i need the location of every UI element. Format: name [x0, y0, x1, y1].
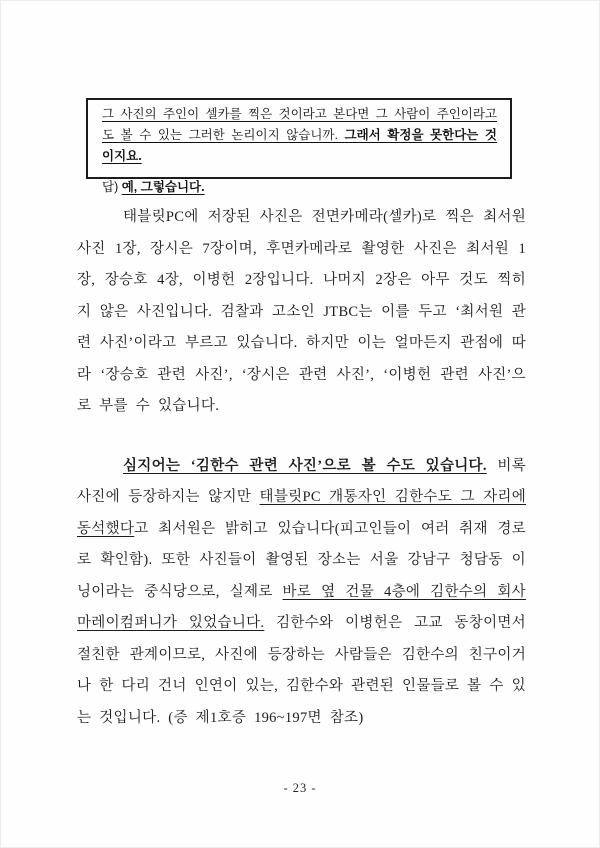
quote-question [102, 104, 497, 167]
text-run: 예, 그렇습니다. [121, 180, 205, 194]
text-run: 태블릿PC 개통자인 김한수도 그 자리에 동석했다 [77, 489, 527, 537]
text-run: 김한수와 이병헌은 고교 동창이면서 절친한 관계이므로, 사진에 등장하는 사람들은 김한수의 친구이거나 한 다리 건너 인연이 있는, 김한수와 관련된 인물들로 볼 수 있는 것입니다. (증 제1호증 196~197면 참조) [77, 615, 526, 726]
quote-answer [102, 177, 497, 198]
paragraph-photos-description [77, 202, 526, 423]
body-text [77, 202, 526, 734]
text-run: 바로 옆 건물 4층에 김한수의 회사 마레이컴퍼니가 있었습니다. [77, 583, 526, 631]
text-run: 그 사진의 주인이 셀카를 찍은 것이라고 본다면 그 사람이 주인이라고도 볼 수 있는 그러한 논리이지 않습니까. [102, 107, 497, 142]
paragraph-kim-han-su-argument [77, 451, 526, 735]
text-run: 그래서 확정을 못한다는 것이지요. [102, 128, 498, 163]
text-run: 고 최서원은 밝히고 있습니다(피고인들이 여러 취재 경로로 확인함). 또한 사진들이 촬영된 장소는 서울 강남구 청담동 이닝이라는 중식당으로, 실제로 [77, 520, 526, 600]
quote-box [86, 98, 512, 194]
page-number: - 23 - [283, 781, 317, 795]
text-run: 태블릿PC에 저장된 사진은 전면카메라(셀카)로 찍은 최서원 사진 1장, 장시은 7장이며, 후면카메라로 촬영한 사진은 최서원 1장, 장승호 4장, 이병헌 2장입니다. 나머지 2장은 아무 것도 찍히지 않은 사진입니다. 검찰과 고소인 JTBC는 이를 두고 ‘최서원 관련 사진’이라고 부르고 있습니다. 하지만 이는 얼마든지 관점에 따라 ‘장승호 관련 사진’, ‘장시은 관련 사진’, ‘이병헌 관련 사진’으로 부를 수 있습니다. [77, 209, 526, 414]
text-run: 심지어는 ‘김한수 관련 사진’으로 볼 수도 있습니다. [123, 457, 487, 474]
text-run: 답) [102, 180, 122, 194]
text-run: 비록 사진에 등장하지는 않지만 [77, 457, 526, 505]
